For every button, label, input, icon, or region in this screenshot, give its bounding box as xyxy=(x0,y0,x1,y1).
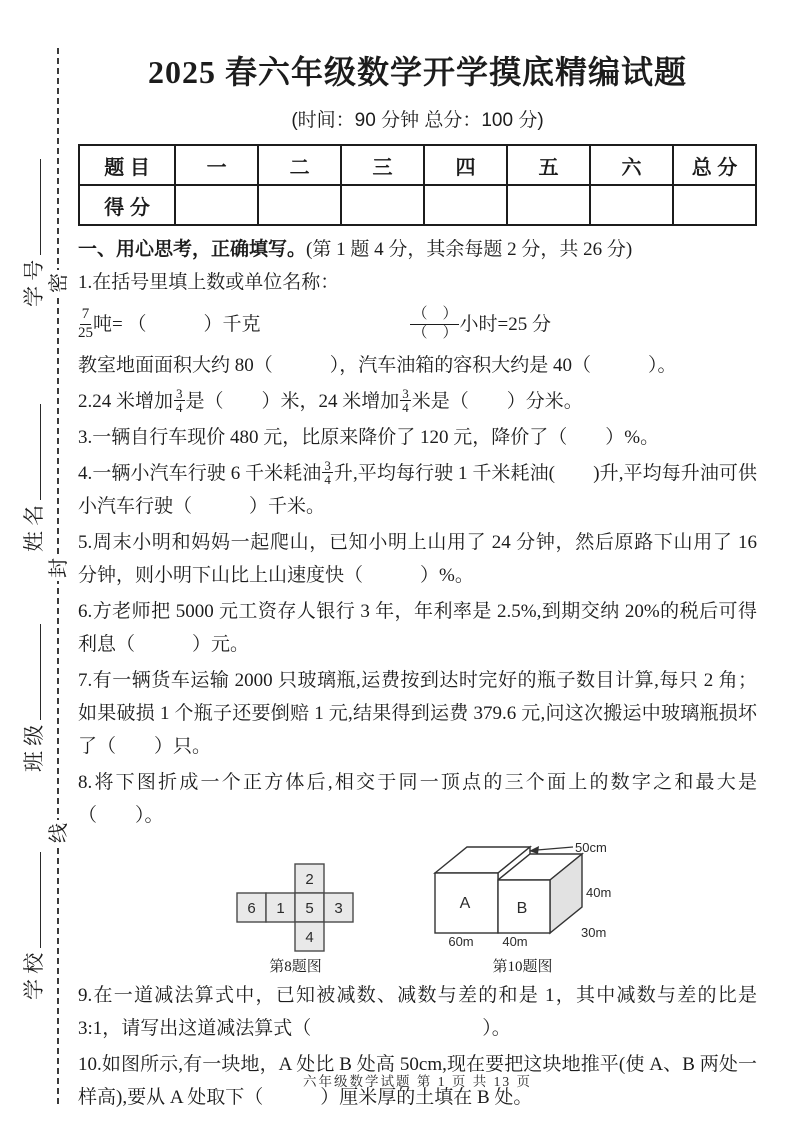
land-caption: 第10题图 xyxy=(492,959,553,975)
question-6: 6.方老师把 5000 元工资存人银行 3 年，年利率是 2.5%,到期交纳 20%的税后可得利息（ ）元。 xyxy=(78,601,757,655)
question-1-label: 1.在括号里填上数或单位名称： xyxy=(78,272,340,293)
score-header-1: 一 xyxy=(175,145,258,185)
name-field xyxy=(21,392,45,552)
section1-heading-points: (第 1 题 4 分，其余每题 2 分，共 26 分) xyxy=(306,239,633,260)
section1-heading xyxy=(78,237,757,263)
main-content xyxy=(78,0,757,1114)
seal-char-mi: 密 xyxy=(46,270,72,296)
question-8: 8.将下图折成一个正方体后,相交于同一顶点的三个面上的数字之和最大是 （ ）。 xyxy=(78,772,757,826)
school-field xyxy=(21,840,45,1000)
label-plot-b: B xyxy=(516,900,528,917)
seal-char-xian: 线 xyxy=(46,820,72,846)
score-header-2: 二 xyxy=(258,145,341,185)
student-number-blank xyxy=(40,159,41,255)
question-2: 2.24 米增加 $\frac{3}{4}$ 是（ ）米，24 米增加 $\frac{3}{4}$ 米是（ ）分米。 xyxy=(78,385,583,416)
score-header-timu: 题 目 xyxy=(79,145,175,185)
school-label: 学 校 xyxy=(22,952,46,1000)
question-1-conversions xyxy=(78,299,757,349)
net-cell-2: 2 xyxy=(305,871,314,888)
student-number-field xyxy=(21,147,45,307)
score-cell xyxy=(590,185,673,225)
cube-net-figure xyxy=(236,863,355,976)
question-9: 9.在一道减法算式中，已知被减数、减数与差的和是 1，其中减数与差的比是 3:1，请写出这道减法算式（ ）。 xyxy=(78,985,757,1039)
class-label: 班 级 xyxy=(22,724,46,772)
question-3: 3.一辆自行车现价 480 元，比原来降价了 120 元，降价了（ ）%。 xyxy=(78,427,660,448)
class-field xyxy=(21,612,45,772)
question-10: 10.如图所示,有一块地，A 处比 B 处高 50cm,现在要把这块地推平(使 A、B 两处一样高),要从 A 处取下（ ）厘米厚的土填在 B 处。 xyxy=(78,1054,757,1108)
score-header-6: 六 xyxy=(590,145,673,185)
figures-row xyxy=(236,840,757,976)
question-5: 5.周末小明和妈妈一起爬山，已知小明上山用了 24 分钟，然后原路下山用了 16 分钟，则小明下山比上山速度快（ ）%。 xyxy=(78,532,757,586)
fraction-3-4: $\frac{3}{4}$ xyxy=(324,457,331,488)
question-4: 4.一辆小汽车行驶 6 千米耗油 $\frac{3}{4}$ 升,平均每行驶 1 千米耗油( )升,平均每升油可供小汽车行驶（ ）千米。 xyxy=(78,457,757,517)
score-label-cell: 得 分 xyxy=(79,185,175,225)
score-cell xyxy=(341,185,424,225)
score-table-header-row xyxy=(79,145,756,185)
score-table xyxy=(78,144,757,226)
seal-char-feng: 封 xyxy=(46,555,72,581)
label-30m-depth: 30m xyxy=(581,925,607,940)
class-blank xyxy=(40,624,41,720)
land-figure xyxy=(425,840,620,976)
page-footer: 六年级数学试题 第 1 页 共 13 页 xyxy=(303,1074,532,1089)
net-cell-6: 6 xyxy=(247,900,256,917)
question-1-seg2: 小时=25 分 xyxy=(459,313,551,335)
net-cell-5: 5 xyxy=(305,900,314,917)
score-cell xyxy=(507,185,590,225)
label-40m-right: 40m xyxy=(586,885,612,900)
fraction-3-4: $\frac{3}{4}$ xyxy=(402,385,409,416)
cube-net-diagram xyxy=(236,863,355,952)
score-cell xyxy=(673,185,756,225)
name-blank xyxy=(40,404,41,500)
score-header-5: 五 xyxy=(507,145,590,185)
net-caption: 第8题图 xyxy=(269,959,322,975)
label-50cm: 50cm xyxy=(575,840,607,855)
score-header-4: 四 xyxy=(424,145,507,185)
page-title: 2025 春六年级数学开学摸底精编试题 xyxy=(147,54,687,90)
score-header-3: 三 xyxy=(341,145,424,185)
exam-time-score: (时间：90 分钟 总分：100 分) xyxy=(291,110,544,131)
label-40m-bottom: 40m xyxy=(502,934,528,949)
school-blank xyxy=(40,852,41,948)
net-cell-4: 4 xyxy=(305,929,314,946)
fraction-7-25: $\frac{7}{25}$ xyxy=(78,306,93,341)
score-cell xyxy=(424,185,507,225)
question-1 xyxy=(78,266,757,382)
net-cell-1: 1 xyxy=(276,900,285,917)
score-cell xyxy=(258,185,341,225)
net-cell-3: 3 xyxy=(334,900,343,917)
score-table-score-row xyxy=(79,185,756,225)
student-number-label: 学 号 xyxy=(22,259,46,307)
fraction-blank-blank: $\frac{( )}{( )}$ xyxy=(412,306,458,341)
name-label: 姓 名 xyxy=(22,504,46,552)
label-60m-bottom: 60m xyxy=(448,934,474,949)
question-1-seg1: 吨= （ ）千克 xyxy=(93,313,261,335)
question-1-line3: 教室地面面积大约 80（ ），汽车油箱的容积大约是 40（ ）。 xyxy=(78,355,677,376)
section1-heading-bold: 一、用心思考，正确填写。 xyxy=(78,239,307,260)
score-cell xyxy=(175,185,258,225)
question-7: 7.有一辆货车运输 2000 只玻璃瓶,运费按到达时完好的瓶子数目计算,每只 2 角；如果破损 1 个瓶子还要倒赔 1 元,结果得到运费 379.6 元,问这次搬运中玻璃瓶损坏了（ ）只。 xyxy=(78,670,757,757)
fraction-3-4: $\frac{3}{4}$ xyxy=(176,385,183,416)
score-header-total: 总 分 xyxy=(673,145,756,185)
land-diagram xyxy=(425,840,620,952)
label-plot-a: A xyxy=(459,895,471,912)
